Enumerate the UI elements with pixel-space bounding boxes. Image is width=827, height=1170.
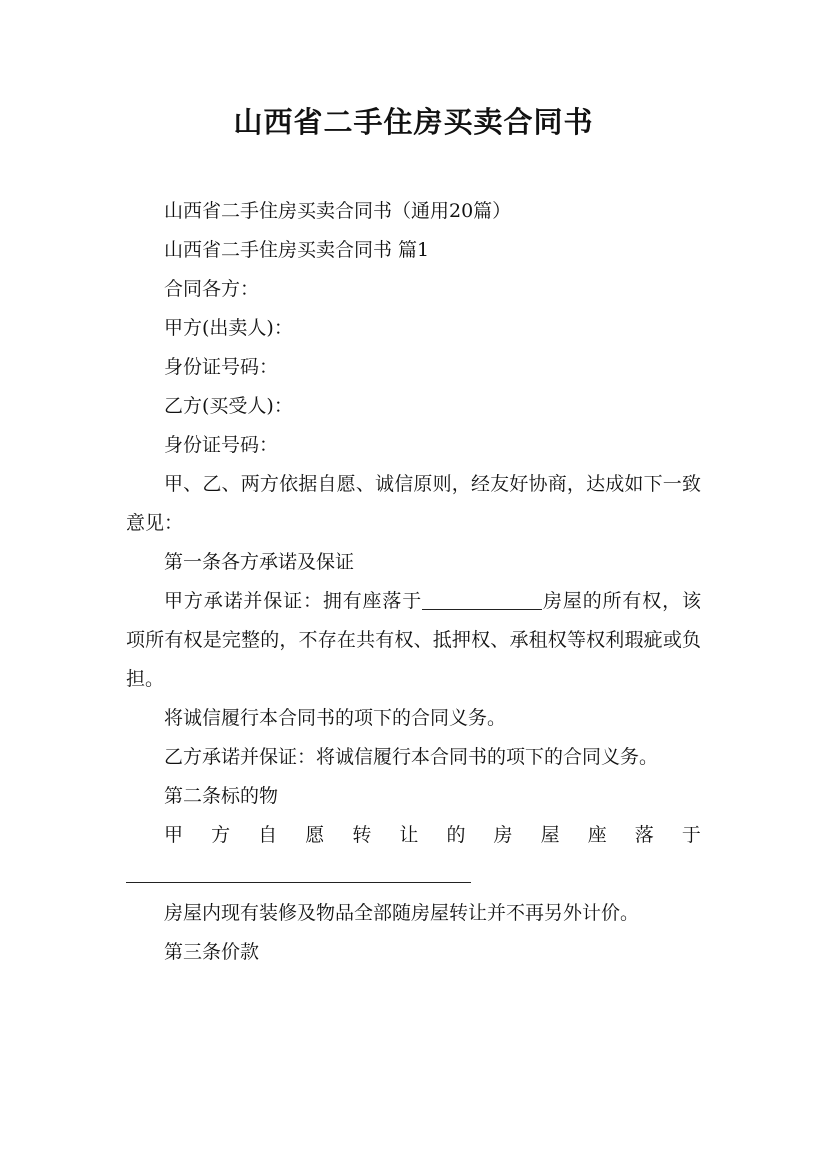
paragraph-agreement-intro: 甲、乙、两方依据自愿、诚信原则，经友好协商，达成如下一致意见： (126, 473, 701, 534)
spread-char: 转 (352, 824, 372, 846)
paragraph-party-b-id: 身份证号码： (164, 434, 279, 456)
paragraph-party-a: 甲方(出卖人)： (164, 317, 293, 339)
document-title: 山西省二手住房买卖合同书 (233, 105, 594, 139)
property-address-blank-line (126, 855, 701, 894)
spread-char: 于 (681, 824, 701, 846)
property-location-blank (422, 590, 542, 610)
spread-char: 自 (258, 824, 278, 846)
property-address-blank (126, 863, 471, 883)
paragraph-party-b: 乙方(买受人)： (164, 395, 293, 417)
spread-char: 落 (634, 824, 654, 846)
paragraph-article-1-heading: 第一条各方承诺及保证 (164, 551, 355, 573)
spread-char: 让 (399, 824, 419, 846)
spread-char: 的 (446, 824, 466, 846)
paragraph-good-faith: 将诚信履行本合同书的项下的合同义务。 (164, 707, 507, 729)
paragraph-furnishings: 房屋内现有装修及物品全部随房屋转让并不再另外计价。 (164, 902, 640, 924)
paragraph-article-2-heading: 第二条标的物 (164, 785, 279, 807)
spread-char: 屋 (540, 824, 560, 846)
paragraph-party-b-guarantee: 乙方承诺并保证：将诚信履行本合同书的项下的合同义务。 (164, 746, 659, 768)
paragraph-parties: 合同各方： (164, 278, 260, 300)
paragraph-party-a-id: 身份证号码： (164, 356, 279, 378)
paragraph-contract-heading: 山西省二手住房买卖合同书 篇1 (164, 239, 430, 261)
paragraph-party-a-guarantee (126, 582, 701, 699)
guarantee-text-start: 甲方承诺并保证：拥有座落于 (164, 590, 423, 612)
spread-char: 房 (493, 824, 513, 846)
spread-char: 愿 (305, 824, 325, 846)
spread-char: 座 (587, 824, 607, 846)
spread-char: 方 (211, 824, 231, 846)
paragraph-collection-title: 山西省二手住房买卖合同书（通用20篇） (164, 200, 512, 222)
paragraph-article-3-heading: 第三条价款 (164, 941, 260, 963)
guarantee-text-end: 房屋的所有权，该项所有权是完整的，不存在共有权、抵押权、承租权等权利瑕疵或负担。 (126, 590, 701, 690)
document-body (126, 192, 701, 972)
spread-char: 甲 (164, 824, 184, 846)
paragraph-property-transfer (126, 816, 701, 855)
